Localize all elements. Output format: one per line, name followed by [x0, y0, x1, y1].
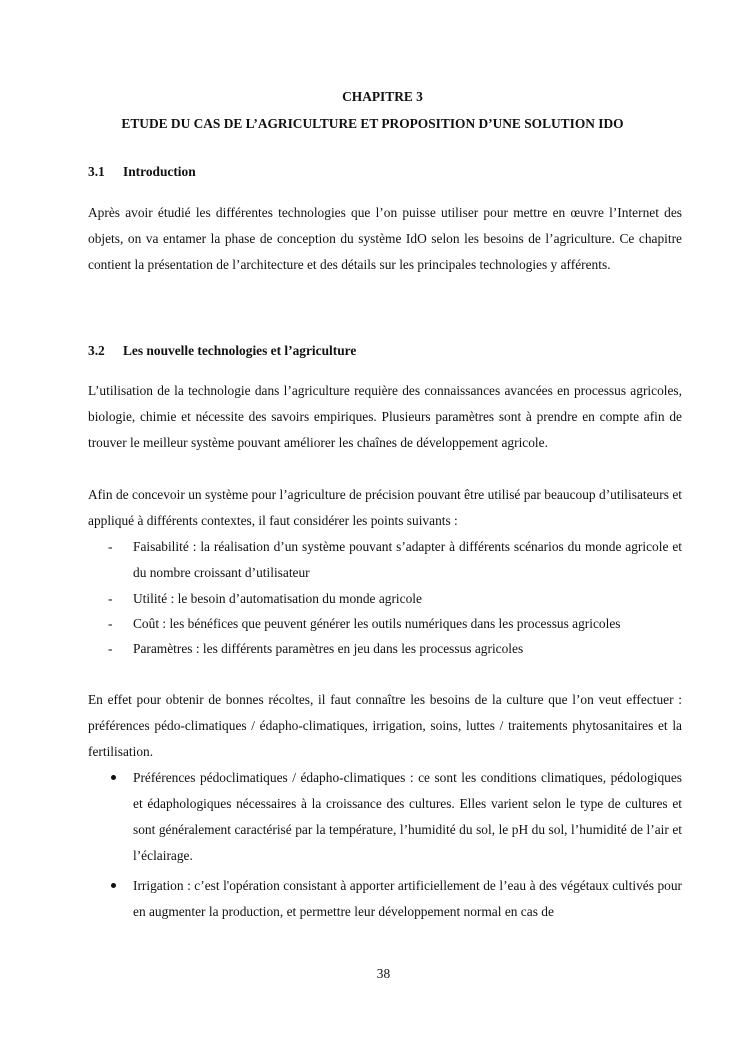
list-item — [88, 534, 682, 586]
body-paragraph: L’utilisation de la technologie dans l’agriculture requière des connaissances avancées en processus agricoles, biologie, chimie et nécessite des savoirs empiriques. Plusieurs paramètres sont à prendre en compte afin de trouver le meilleur système pouvant améliorer les chaînes de développement agricole. — [88, 383, 682, 450]
dash-marker: - — [108, 591, 113, 606]
section-number: 3.1 — [88, 164, 105, 179]
bullet-icon — [111, 775, 116, 780]
list-item-text: Paramètres : les différents paramètres en jeu dans les processus agricoles — [133, 641, 524, 656]
list-item-text: Utilité : le besoin d’automatisation du monde agricole — [133, 591, 422, 606]
list-item — [88, 765, 682, 869]
list-item — [88, 636, 682, 662]
chapter-label: CHAPITRE 3 — [342, 89, 423, 104]
list-item-text: Irrigation : c’est l'opération consistant à apporter artificiellement de l’eau à des végétaux cultivés pour en augmenter la production, et permettre leur développement normal en cas de — [133, 878, 682, 919]
section-heading-3-1 — [88, 164, 196, 180]
dash-marker: - — [108, 641, 113, 656]
section-number: 3.2 — [88, 343, 105, 358]
bullet-icon — [111, 883, 116, 888]
intro-paragraph: Après avoir étudié les différentes technologies que l’on puisse utiliser pour mettre en œuvre l’Internet des objets, on va entamer la phase de conception du système IdO selon les besoins de l’agriculture. Ce chapitre contient la présentation de l’architecture et des détails sur les principales technologies y afférents. — [88, 205, 682, 272]
dash-marker: - — [108, 539, 113, 554]
page-number: 38 — [376, 966, 391, 981]
section-heading-3-2 — [88, 343, 356, 359]
chapter-title: ETUDE DU CAS DE L’AGRICULTURE ET PROPOSITION D’UNE SOLUTION IDO — [121, 116, 624, 131]
dash-marker: - — [108, 616, 113, 631]
list-item — [88, 873, 682, 925]
body-paragraph: Afin de concevoir un système pour l’agriculture de précision pouvant être utilisé par beaucoup d’utilisateurs et appliqué à différents contextes, il faut considérer les points suivants : — [88, 487, 682, 528]
list-item — [88, 586, 682, 612]
list-item-text: Faisabilité : la réalisation d’un système pouvant s’adapter à différents scénarios du monde agricole et du nombre croissant d’utilisateur — [133, 539, 682, 580]
list-item-text: Coût : les bénéfices que peuvent générer les outils numériques dans les processus agricoles — [133, 616, 621, 631]
list-item-text: Préférences pédoclimatiques / édapho-climatiques : ce sont les conditions climatiques, pédologiques et édaphologiques nécessaires à la croissance des cultures. Elles varient selon le type de cultures et sont généralement caractérisé par la température, l’humidité du sol, le pH du sol, l’humidité de l’air et l’éclairage. — [133, 770, 682, 863]
section-title: Introduction — [123, 164, 196, 179]
body-paragraph: En effet pour obtenir de bonnes récoltes, il faut connaître les besoins de la culture que l’on veut effectuer : préférences pédo-climatiques / édapho-climatiques, irrigation, soins, luttes / traitements phytosanitaires et la fertilisation. — [88, 692, 682, 759]
section-title: Les nouvelle technologies et l’agriculture — [123, 343, 357, 358]
list-item — [88, 611, 682, 637]
